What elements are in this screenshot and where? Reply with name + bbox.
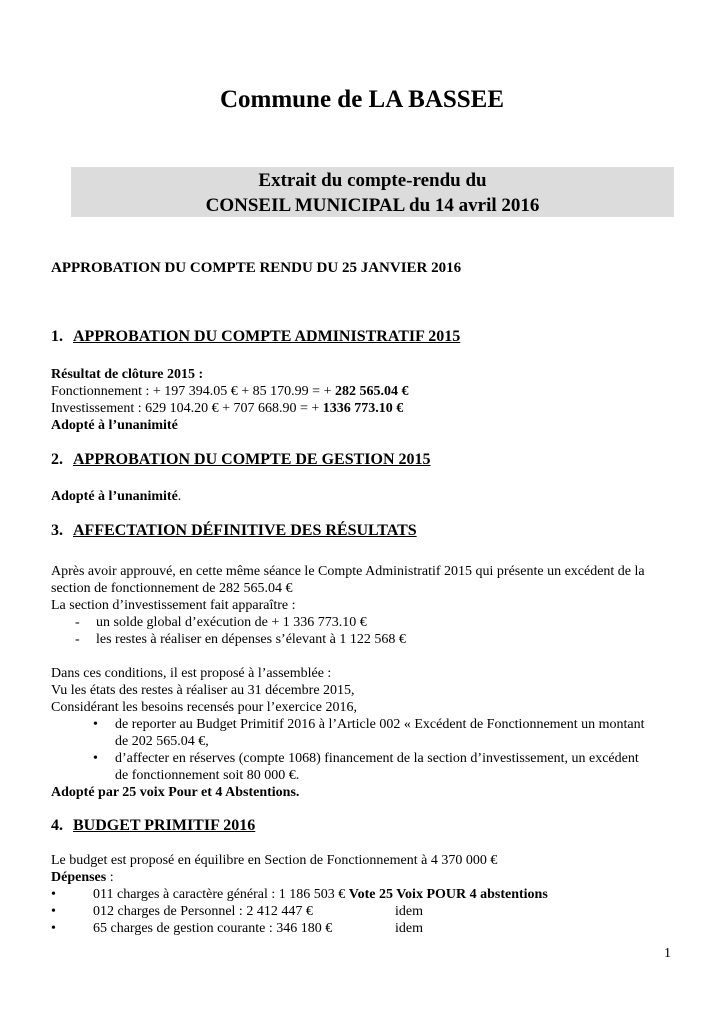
bullet-marker: •	[93, 751, 98, 766]
section-2-title: APPROBATION DU COMPTE DE GESTION 2015	[73, 451, 431, 468]
section-2-heading	[51, 451, 431, 469]
document-title: Commune de LA BASSEE	[219, 86, 505, 113]
bullet-marker: •	[93, 717, 98, 732]
budget-item-label: 65 charges de gestion courante : 346 180 €	[93, 921, 333, 936]
s3-bullet-1-line2: de 202 565.04 €,	[115, 734, 209, 749]
section-4-title: BUDGET PRIMITIF 2016	[73, 817, 256, 834]
s3-bullet-2-line1: d’affecter en réserves (compte 1068) financement de la section d’investissement, un excédent	[115, 751, 639, 766]
section-1-number: 1.	[51, 328, 63, 345]
s3-dash-item-2-text: les restes à réaliser en dépenses s’élevant à 1 122 568 €	[96, 632, 406, 647]
s4-depenses-label: Dépenses	[51, 870, 107, 885]
budget-item-vote: Vote 25 Voix POUR 4 abstentions	[348, 887, 548, 902]
s3-bullet-item-1	[51, 716, 681, 750]
s3-para2-line2: Vu les états des restes à réaliser au 31 décembre 2015,	[51, 683, 355, 698]
s3-dash-item-2	[51, 631, 681, 648]
budget-item-label: 012 charges de Personnel : 2 412 447 €	[93, 904, 313, 919]
s3-para1-line3: La section d’investissement fait apparaître :	[51, 598, 296, 613]
budget-item-label	[93, 886, 548, 903]
investissement-total: 1336 773.10 €	[322, 401, 404, 416]
s3-bullet-item-2	[51, 750, 681, 784]
fonctionnement-line	[51, 383, 408, 400]
s4-intro: Le budget est proposé en équilibre en Section de Fonctionnement à 4 370 000 €	[51, 853, 498, 868]
section-2-number: 2.	[51, 451, 63, 468]
bullet-marker: •	[51, 921, 56, 936]
s4-depenses-colon: :	[106, 870, 114, 885]
section-4-body	[51, 852, 681, 937]
section-1-title: APPROBATION DU COMPTE ADMINISTRATIF 2015	[73, 328, 461, 345]
section-3-title: AFFECTATION DÉFINITIVE DES RÉSULTATS	[73, 522, 417, 539]
header-box-line-2: CONSEIL MUNICIPAL du 14 avril 2016	[205, 195, 540, 216]
investissement-text: Investissement : 629 104.20 € + 707 668.90 = +	[51, 401, 323, 416]
spacer	[51, 648, 681, 665]
investissement-line	[51, 400, 408, 417]
header-box-line-1: Extrait du compte-rendu du	[258, 170, 487, 191]
section-3-number: 3.	[51, 522, 63, 539]
s3-dash-item-1	[51, 614, 681, 631]
bullet-marker: •	[51, 904, 56, 919]
section-3-heading	[51, 522, 417, 540]
bullet-marker: •	[51, 887, 56, 902]
s3-para1-line1: Après avoir approuvé, en cette même séance le Compte Administratif 2015 qui présente un excédent de la	[51, 564, 645, 579]
budget-item	[51, 886, 681, 903]
page-number: 1	[664, 946, 671, 961]
budget-item-text: 011 charges à caractère général : 1 186 503 €	[93, 887, 349, 902]
section-4-heading	[51, 817, 255, 835]
s4-depenses-line	[51, 869, 681, 886]
s3-bullet-2-line2: de fonctionnement soit 80 000 €.	[115, 768, 300, 783]
approbation-heading: APPROBATION DU COMPTE RENDU DU 25 JANVIER 2016	[51, 260, 462, 276]
section-1-adopte: Adopté à l’unanimité	[51, 418, 178, 433]
section-2-adopte-line	[51, 488, 181, 505]
s3-para1-line2: section de fonctionnement de 282 565.04 €	[51, 581, 293, 596]
budget-item	[51, 920, 681, 937]
dash-marker: -	[75, 615, 80, 630]
section-1-heading	[51, 328, 460, 346]
section-3-body	[51, 563, 681, 801]
dash-marker: -	[75, 632, 80, 647]
section-2-adopte: Adopté à l’unanimité	[51, 489, 178, 504]
s3-para2-line1: Dans ces conditions, il est proposé à l’assemblée :	[51, 666, 332, 681]
s3-bullet-1-line1: de reporter au Budget Primitif 2016 à l’Article 002 « Excédent de Fonctionnement un montant	[115, 717, 645, 732]
section-2-period: .	[177, 489, 182, 504]
s3-para2-line3: Considérant les besoins recensés pour l’exercice 2016,	[51, 700, 357, 715]
section-1-body	[51, 366, 408, 434]
fonctionnement-text: Fonctionnement : + 197 394.05 € + 85 170.99 = +	[51, 384, 335, 399]
header-box	[71, 167, 674, 217]
section-4-number: 4.	[51, 817, 63, 834]
section-3-adopte: Adopté par 25 voix Pour et 4 Abstentions.	[51, 785, 300, 800]
budget-item-idem: idem	[395, 921, 423, 936]
budget-item-idem: idem	[395, 904, 423, 919]
budget-item	[51, 903, 681, 920]
resultat-label: Résultat de clôture 2015 :	[51, 367, 204, 382]
fonctionnement-total: 282 565.04 €	[334, 384, 409, 399]
s3-dash-item-1-text: un solde global d’exécution de + 1 336 773.10 €	[96, 615, 367, 630]
